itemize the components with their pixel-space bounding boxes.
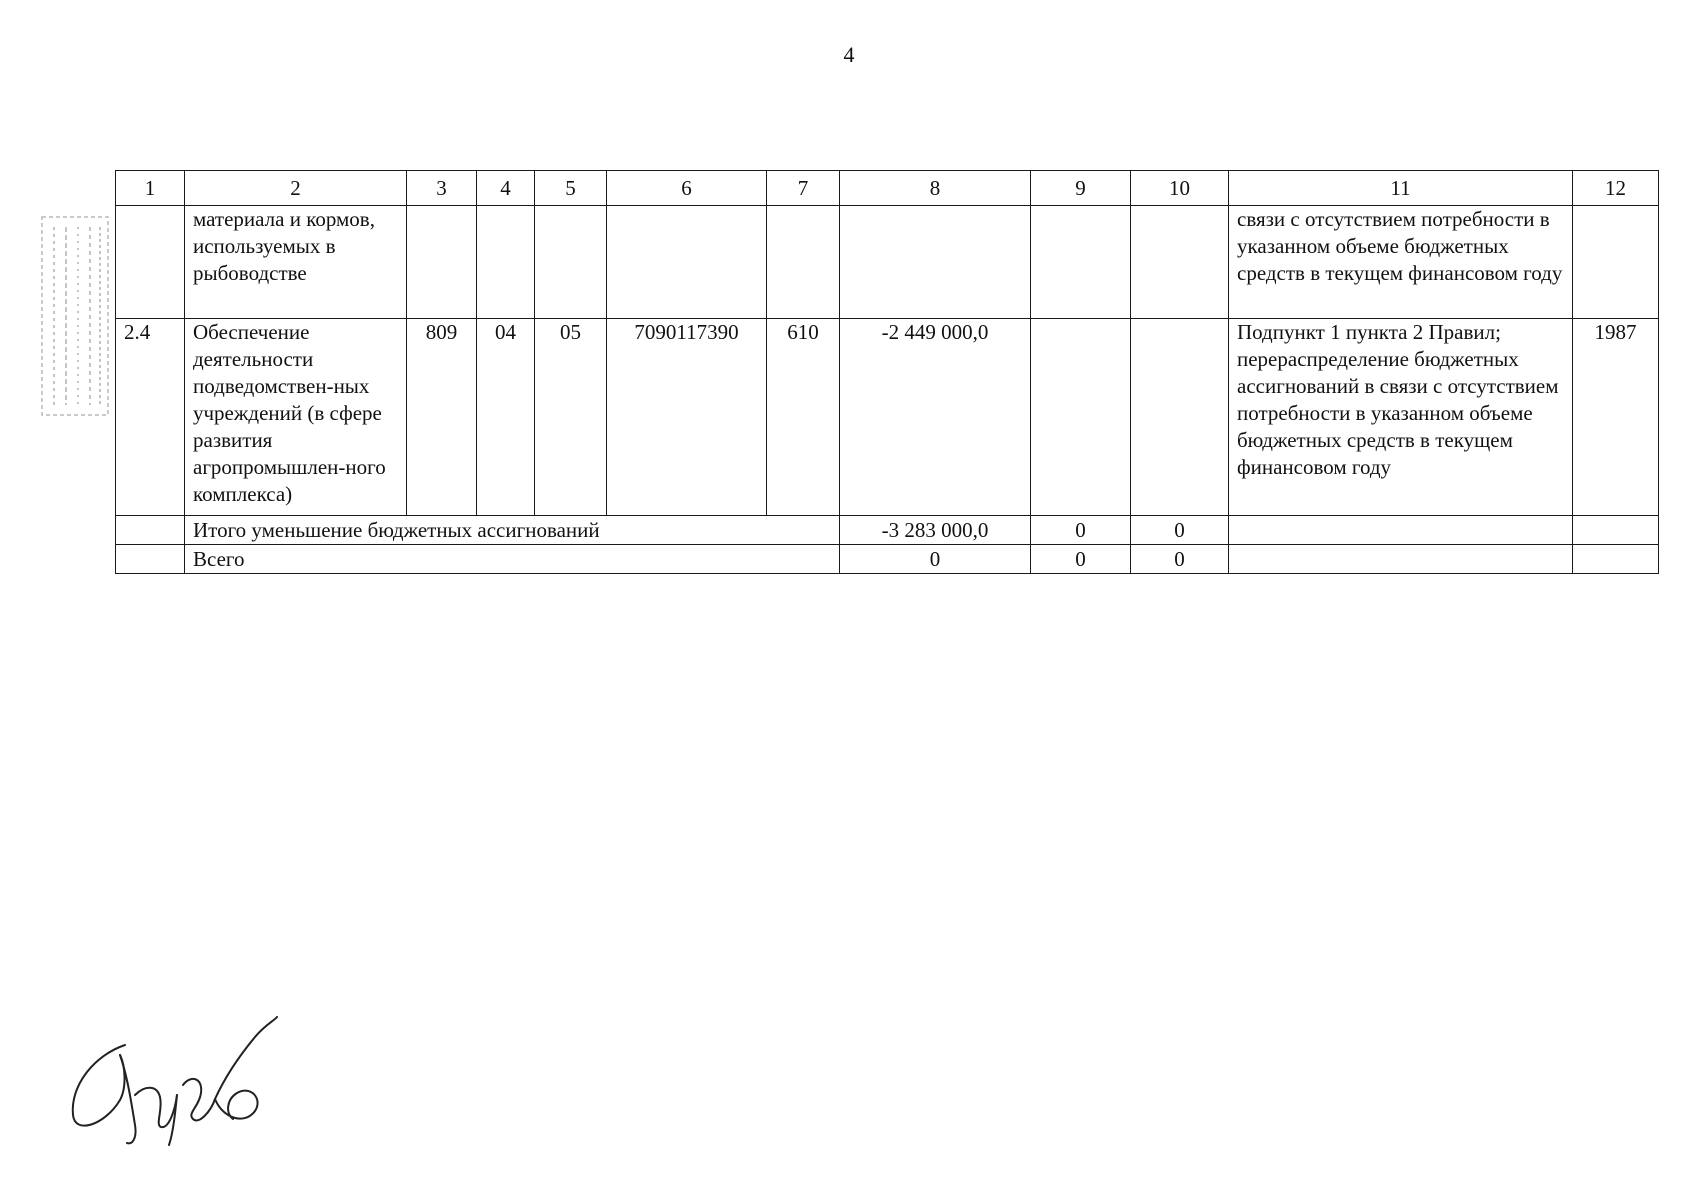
cell-c12 — [1573, 206, 1659, 319]
budget-allocation-table — [115, 170, 1659, 574]
cell-c4: 04 — [477, 319, 535, 516]
grand-total-label: Всего — [185, 545, 840, 574]
cell-c12 — [1573, 516, 1659, 545]
total-decrease-c9: 0 — [1031, 516, 1131, 545]
cell-c9 — [1031, 206, 1131, 319]
grand-total-c10: 0 — [1131, 545, 1229, 574]
table-row-total-decrease — [116, 516, 1659, 545]
cell-c7 — [767, 206, 840, 319]
header-cell: 7 — [767, 171, 840, 206]
cell-num — [116, 545, 185, 574]
header-cell: 4 — [477, 171, 535, 206]
cell-basis: Подпункт 1 пункта 2 Правил; перераспределение бюджетных ассигнований в связи с отсутствием потребности в указанном объеме бюджетных средств в текущем финансовом году — [1229, 319, 1573, 516]
table-row-2-4 — [116, 319, 1659, 516]
cell-num — [116, 516, 185, 545]
handwritten-signature — [65, 1015, 280, 1150]
cell-c4 — [477, 206, 535, 319]
registration-stamp — [40, 215, 110, 420]
header-cell: 9 — [1031, 171, 1131, 206]
cell-c8: -2 449 000,0 — [840, 319, 1031, 516]
cell-item-name: материала и кормов, используемых в рыбоводстве — [185, 206, 407, 319]
cell-c3 — [407, 206, 477, 319]
total-decrease-label: Итого уменьшение бюджетных ассигнований — [185, 516, 840, 545]
total-decrease-c8: -3 283 000,0 — [840, 516, 1031, 545]
grand-total-c9: 0 — [1031, 545, 1131, 574]
table-header-row — [116, 171, 1659, 206]
header-cell: 10 — [1131, 171, 1229, 206]
header-cell: 12 — [1573, 171, 1659, 206]
header-cell: 5 — [535, 171, 607, 206]
header-cell: 8 — [840, 171, 1031, 206]
cell-c7: 610 — [767, 319, 840, 516]
cell-c5: 05 — [535, 319, 607, 516]
cell-num — [116, 206, 185, 319]
cell-num: 2.4 — [116, 319, 185, 516]
header-cell: 11 — [1229, 171, 1573, 206]
header-cell: 6 — [607, 171, 767, 206]
cell-basis — [1229, 516, 1573, 545]
total-decrease-c10: 0 — [1131, 516, 1229, 545]
cell-c3: 809 — [407, 319, 477, 516]
header-cell: 2 — [185, 171, 407, 206]
grand-total-c8: 0 — [840, 545, 1031, 574]
cell-c6 — [607, 206, 767, 319]
cell-c10 — [1131, 206, 1229, 319]
table-row-continuation — [116, 206, 1659, 319]
cell-basis: связи с отсутствием потребности в указанном объеме бюджетных средств в текущем финансовом году — [1229, 206, 1573, 319]
cell-c9 — [1031, 319, 1131, 516]
table-row-grand-total — [116, 545, 1659, 574]
header-cell: 3 — [407, 171, 477, 206]
cell-basis — [1229, 545, 1573, 574]
cell-item-name: Обеспечение деятельности подведомствен-ных учреждений (в сфере развития агропромышлен-ного комплекса) — [185, 319, 407, 516]
cell-c12: 1987 — [1573, 319, 1659, 516]
header-cell: 1 — [116, 171, 185, 206]
cell-c10 — [1131, 319, 1229, 516]
cell-c6: 7090117390 — [607, 319, 767, 516]
cell-c12 — [1573, 545, 1659, 574]
page-number: 4 — [843, 42, 855, 67]
cell-c5 — [535, 206, 607, 319]
cell-c8 — [840, 206, 1031, 319]
